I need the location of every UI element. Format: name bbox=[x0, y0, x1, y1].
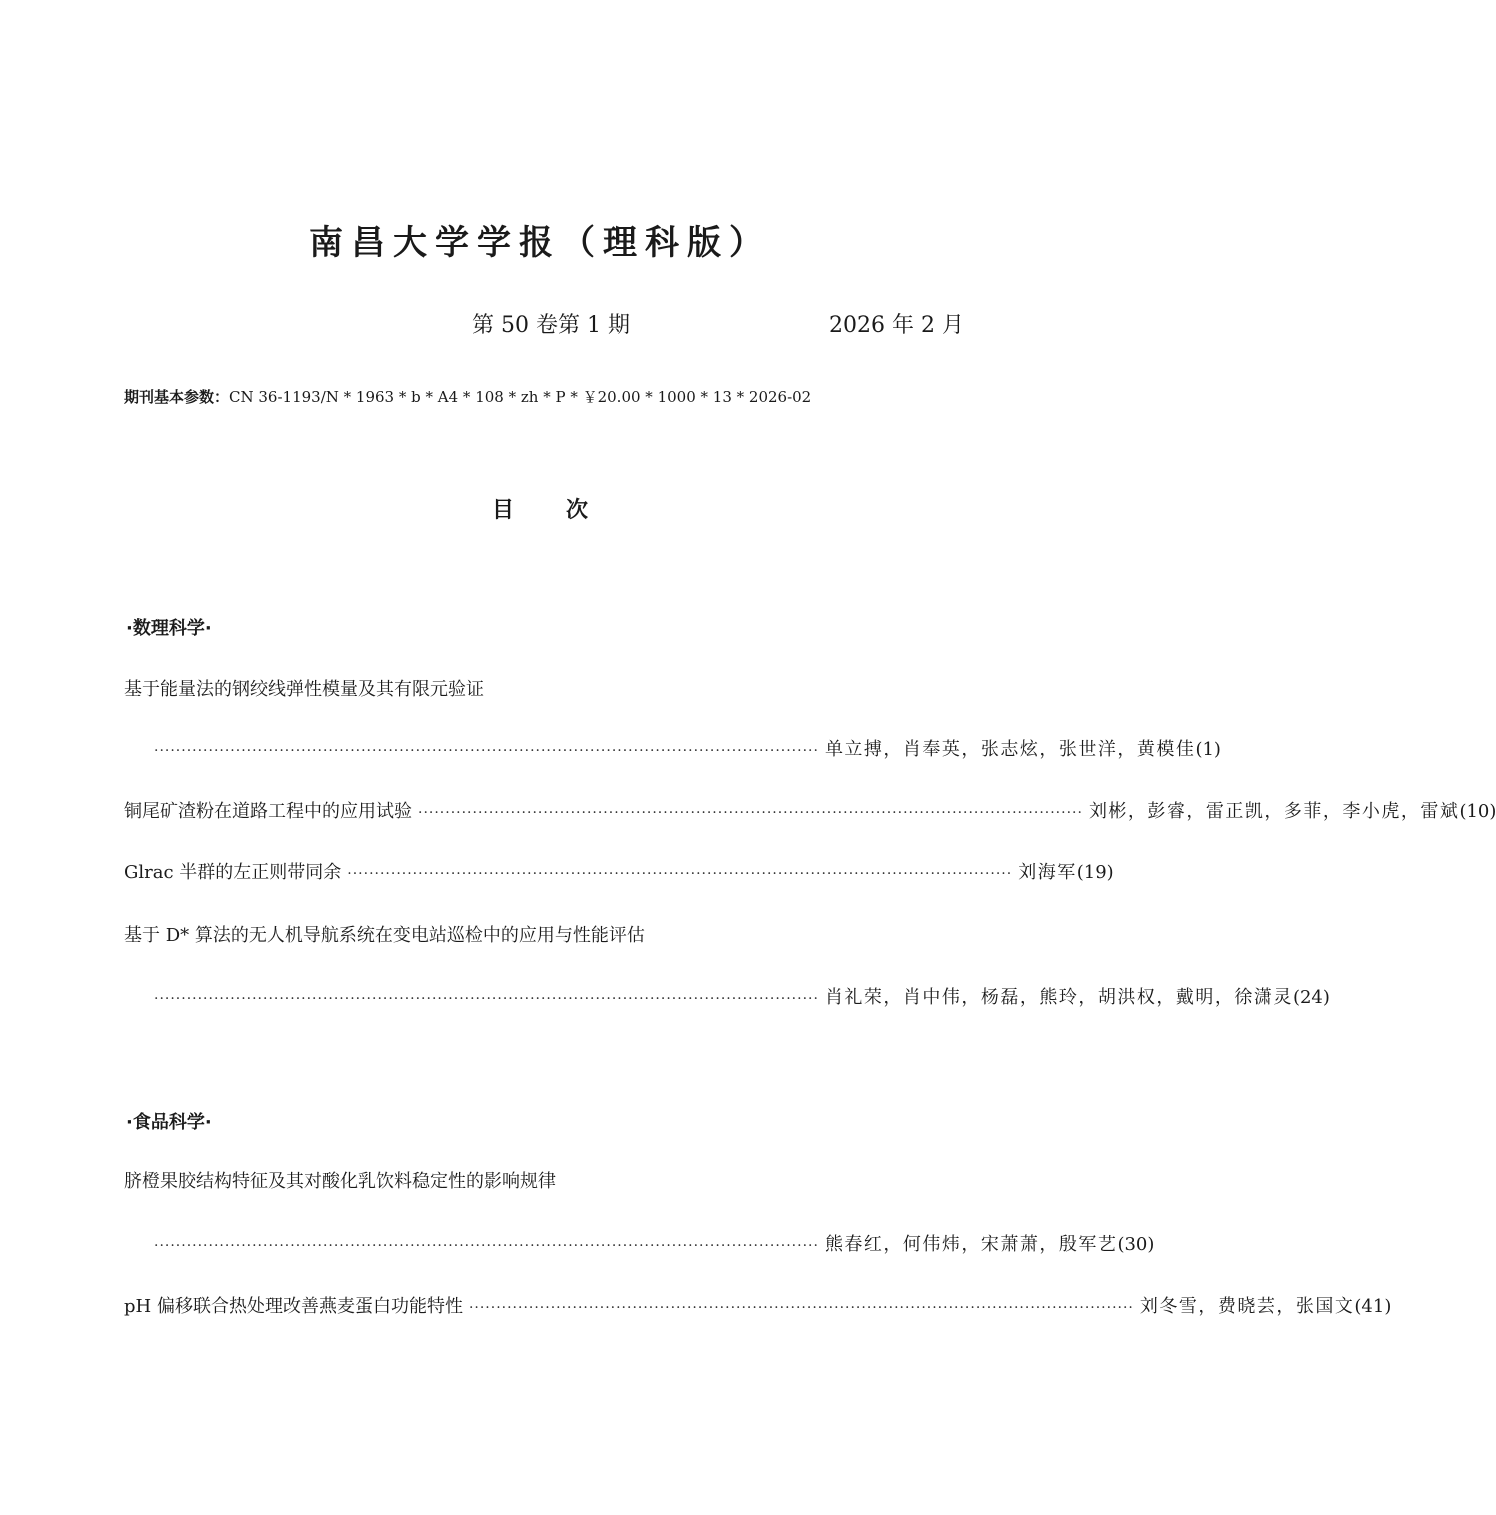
entry-page-number: (30) bbox=[1117, 1234, 1155, 1255]
toc-entry[interactable] bbox=[124, 1293, 1392, 1322]
entry-title: 基于能量法的钢绞线弹性模量及其有限元验证 bbox=[124, 679, 484, 700]
dot-leader: ·························································································································· bbox=[418, 805, 1083, 821]
toc-entry-byline[interactable] bbox=[148, 984, 1330, 1013]
entry-page-number: (10) bbox=[1459, 801, 1496, 822]
dot-leader: ·························································································································· bbox=[468, 1300, 1134, 1316]
entry-authors: 刘彬，彭睿，雷正凯，多菲，李小虎，雷斌 bbox=[1088, 801, 1460, 822]
dot-leader: ·························································································································· bbox=[154, 991, 819, 1007]
dot-leader: ·························································································································· bbox=[154, 1238, 819, 1254]
journal-parameters bbox=[124, 386, 811, 408]
entry-title: 脐橙果胶结构特征及其对酸化乳饮料稳定性的影响规律 bbox=[124, 1171, 556, 1192]
dot-leader: ·························································································································· bbox=[347, 866, 1013, 882]
toc-entry[interactable] bbox=[124, 798, 1496, 827]
journal-title: 南昌大学学报（理科版） bbox=[309, 223, 771, 263]
entry-title: 铜尾矿渣粉在道路工程中的应用试验 bbox=[124, 801, 412, 822]
entry-page-number: (1) bbox=[1195, 739, 1221, 760]
entry-authors: 肖礼荣，肖中伟，杨磊，熊玲，胡洪权，戴明，徐潇灵 bbox=[824, 987, 1293, 1008]
entry-page-number: (19) bbox=[1076, 862, 1114, 883]
entry-authors: 熊春红，何伟炜，宋萧萧，殷军艺 bbox=[824, 1234, 1118, 1255]
parameters-label: 期刊基本参数： bbox=[124, 388, 230, 406]
section-title-mathematics: ·数理科学· bbox=[126, 618, 212, 639]
entry-authors: 刘冬雪，费晓芸，张国文 bbox=[1139, 1296, 1355, 1317]
parameters-value: CN 36-1193/N * 1963 * b * A4 * 108 * zh * P * ￥20.00 * 1000 * 13 * 2026-02 bbox=[229, 388, 812, 406]
dot-leader: ·························································································································· bbox=[154, 743, 819, 759]
issue-date: 2026 年 2 月 bbox=[829, 313, 964, 338]
toc-entry[interactable] bbox=[124, 859, 1114, 888]
entry-authors: 刘海军 bbox=[1018, 862, 1077, 883]
toc-entry-byline[interactable] bbox=[148, 736, 1221, 765]
section-title-food-science: ·食品科学· bbox=[126, 1112, 212, 1133]
toc-entry-title[interactable] bbox=[124, 1168, 972, 1196]
volume-issue: 第 50 卷第 1 期 bbox=[472, 313, 630, 338]
entry-page-number: (41) bbox=[1354, 1296, 1392, 1317]
toc-entry-title[interactable] bbox=[124, 922, 972, 950]
entry-page-number: (24) bbox=[1292, 987, 1330, 1008]
toc-heading: 目次 bbox=[491, 498, 640, 523]
entry-title: 基于 D* 算法的无人机导航系统在变电站巡检中的应用与性能评估 bbox=[124, 925, 645, 946]
entry-authors: 单立搏，肖奉英，张志炫，张世洋，黄模佳 bbox=[824, 739, 1196, 760]
toc-entry-byline[interactable] bbox=[148, 1231, 1155, 1260]
entry-title: Glrac 半群的左正则带同余 bbox=[124, 862, 342, 883]
entry-title: pH 偏移联合热处理改善燕麦蛋白功能特性 bbox=[124, 1296, 463, 1317]
toc-entry-title[interactable] bbox=[124, 676, 972, 704]
